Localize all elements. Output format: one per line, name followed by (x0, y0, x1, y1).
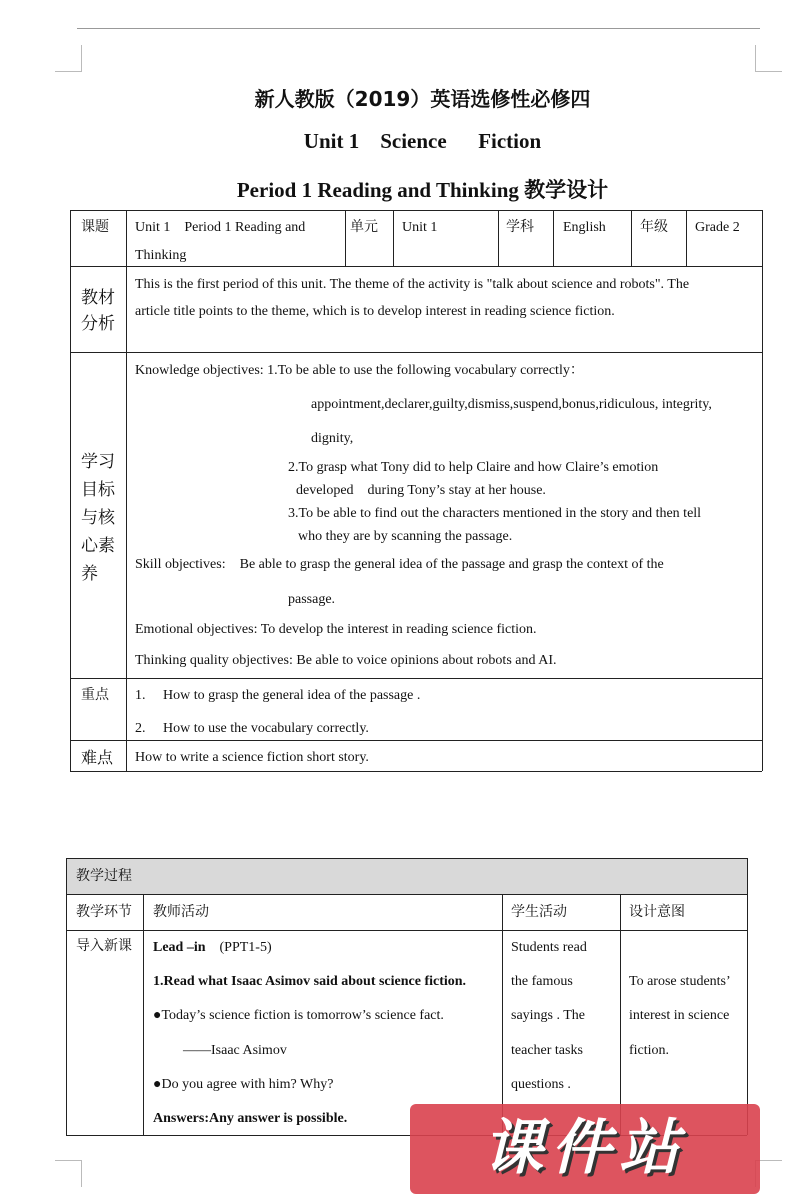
key-point: 1. How to grasp the general idea of the passage . (135, 688, 421, 703)
topic-label: 课题 (81, 219, 109, 235)
process-header-bg (66, 858, 747, 894)
knowledge-3: 3.To be able to find out the characters mentioned in the story and then tell (288, 506, 702, 521)
corner-mark (55, 45, 82, 72)
knowledge-2: 2.To grasp what Tony did to help Claire and how Claire’s emotion (288, 460, 659, 475)
grade-value: Grade 2 (695, 220, 740, 235)
knowledge-3: who they are by scanning the passage. (298, 529, 513, 544)
objectives-label: 心素 (81, 536, 115, 556)
watermark-text: 课件站 (483, 1113, 687, 1183)
analysis-text: This is the first period of this unit. The theme of the activity is "talk about science and robots". The (135, 277, 690, 292)
knowledge-objectives: Knowledge objectives: 1.To be able to use the following vocabulary correctly： (135, 363, 584, 378)
design-intent: To arose students’ (629, 974, 731, 989)
skill-objectives: Skill objectives: Be able to grasp the general idea of the passage and grasp the context of the (135, 557, 664, 572)
col-header: 设计意图 (629, 904, 685, 920)
student-activity: questions . (511, 1077, 571, 1092)
corner-mark (55, 1160, 82, 1187)
unit-title: Unit 1 Science Fiction (303, 129, 542, 153)
col-header: 学生活动 (511, 904, 567, 920)
skill-objectives: passage. (288, 592, 336, 607)
student-activity: sayings . The (511, 1008, 586, 1023)
design-intent: interest in science (629, 1008, 730, 1023)
unit-label: 单元 (350, 219, 378, 235)
analysis-label: 分析 (81, 314, 115, 334)
emotional-objectives: Emotional objectives: To develop the interest in reading science fiction. (135, 622, 537, 637)
subject-value: English (563, 220, 606, 235)
grade-label: 年级 (640, 219, 668, 235)
lead-ppt: (PPT1-5) (219, 940, 272, 955)
topic-value-cont: Thinking (135, 248, 187, 263)
key-point: 2. How to use the vocabulary correctly. (135, 721, 369, 736)
design-intent: fiction. (629, 1043, 670, 1058)
thinking-objectives: Thinking quality objectives: Be able to voice opinions about robots and AI. (135, 653, 557, 668)
teacher-activity: ——Isaac Asimov (183, 1043, 287, 1058)
process-header: 教学过程 (76, 868, 132, 884)
period-title: Period 1 Reading and Thinking 教学设计 (236, 178, 609, 202)
key-points-label: 重点 (81, 687, 109, 703)
col-header: 教学环节 (76, 904, 132, 920)
topic-value: Unit 1 Period 1 Reading and (135, 220, 306, 235)
analysis-text: article title points to the theme, which is to develop interest in reading science fiction. (135, 304, 615, 319)
student-activity: teacher tasks (511, 1043, 583, 1058)
subject-label: 学科 (506, 219, 534, 235)
objectives-label: 养 (81, 564, 98, 584)
vocabulary: appointment,declarer,guilty,dismiss,suspend,bonus,ridiculous, integrity, (311, 397, 712, 412)
vocabulary: dignity, (311, 431, 354, 446)
teacher-activity: Answers:Any answer is possible. (153, 1111, 348, 1126)
teacher-activity: ●Today’s science fiction is tomorrow’s science fact. (153, 1008, 444, 1023)
corner-mark (755, 45, 782, 72)
teacher-activity: ●Do you agree with him? Why? (153, 1077, 334, 1092)
unit-value: Unit 1 (402, 220, 438, 235)
student-activity: the famous (511, 974, 573, 989)
teacher-activity: 1.Read what Isaac Asimov said about science fiction. (153, 974, 467, 989)
col-header: 教师活动 (153, 904, 209, 920)
stage-label: 导入新课 (76, 938, 132, 954)
objectives-label: 目标 (81, 480, 115, 500)
analysis-label: 教材 (81, 288, 115, 308)
doc-title: 新人教版（2019）英语选修性必修四 (254, 87, 591, 111)
objectives-label: 与核 (81, 508, 115, 528)
difficult-label: 难点 (81, 748, 114, 767)
student-activity: Students read (511, 940, 587, 955)
objectives-label: 学习 (81, 452, 115, 472)
watermark-logo (410, 1104, 760, 1194)
header-rule (77, 28, 760, 29)
knowledge-2: developed during Tony’s stay at her house. (296, 483, 546, 498)
difficult-text: How to write a science fiction short story. (135, 750, 369, 765)
lead-in: Lead –in (153, 940, 206, 955)
